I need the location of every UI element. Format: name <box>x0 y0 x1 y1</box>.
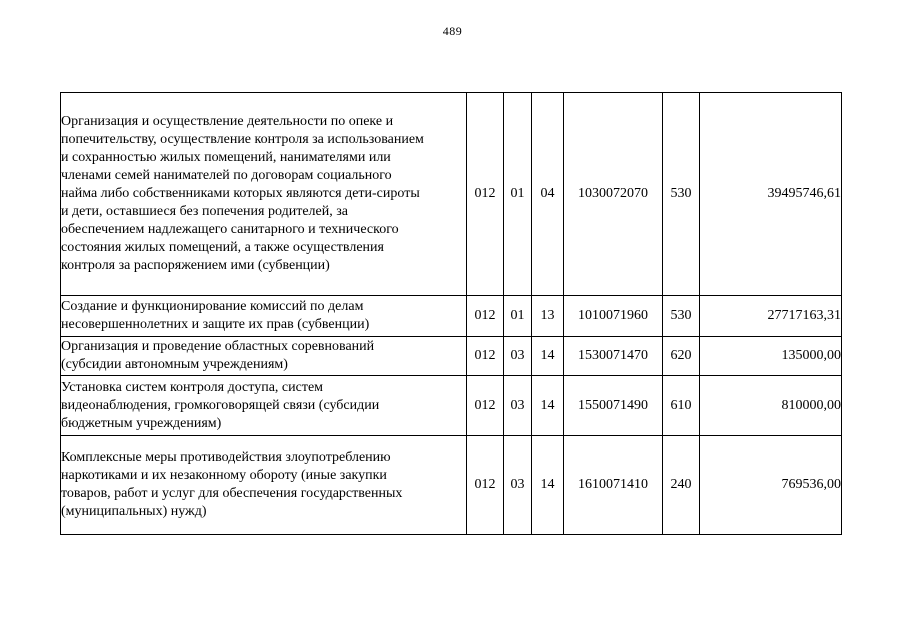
section-code: 01 <box>504 296 532 337</box>
table-row <box>61 337 842 376</box>
expense-type-code: 530 <box>663 296 700 337</box>
section-code: 01 <box>504 93 532 296</box>
ministry-code: 012 <box>467 436 504 535</box>
row-description: Организация и проведение областных соревнований (субсидии автономным учреждениям) <box>61 337 467 376</box>
section-code: 03 <box>504 376 532 436</box>
expense-type-code: 610 <box>663 376 700 436</box>
row-description: Организация и осуществление деятельности по опеке и попечительству, осуществление контроля за использованием и сохранностью жилых помещений, нанимателями или членами семей нанимателей по договорам социального найма либо собственниками которых являются дети-сироты и дети, оставшиеся без попечения родителей, за обеспечением надлежащего санитарного и технического состояния жилых помещений, а также осуществления контроля за распоряжением ими (субвенции) <box>61 93 467 296</box>
budget-table <box>60 92 842 535</box>
subsection-code: 04 <box>532 93 564 296</box>
target-article-code: 1610071410 <box>564 436 663 535</box>
row-description: Установка систем контроля доступа, систем видеонаблюдения, громкоговорящей связи (субсидии бюджетным учреждениям) <box>61 376 467 436</box>
target-article-code: 1030072070 <box>564 93 663 296</box>
ministry-code: 012 <box>467 376 504 436</box>
ministry-code: 012 <box>467 93 504 296</box>
row-description: Комплексные меры противодействия злоупотреблению наркотиками и их незаконному обороту (иные закупки товаров, работ и услуг для обеспечения государственных (муниципальных) нужд) <box>61 436 467 535</box>
table-row <box>61 376 842 436</box>
amount: 810000,00 <box>700 376 842 436</box>
subsection-code: 14 <box>532 436 564 535</box>
expense-type-code: 240 <box>663 436 700 535</box>
section-code: 03 <box>504 436 532 535</box>
table-row <box>61 436 842 535</box>
page-number: 489 <box>442 24 463 38</box>
target-article-code: 1010071960 <box>564 296 663 337</box>
expense-type-code: 620 <box>663 337 700 376</box>
target-article-code: 1550071490 <box>564 376 663 436</box>
section-code: 03 <box>504 337 532 376</box>
row-description: Создание и функционирование комиссий по делам несовершеннолетних и защите их прав (субвенции) <box>61 296 467 337</box>
target-article-code: 1530071470 <box>564 337 663 376</box>
subsection-code: 13 <box>532 296 564 337</box>
amount: 39495746,61 <box>700 93 842 296</box>
subsection-code: 14 <box>532 337 564 376</box>
amount: 135000,00 <box>700 337 842 376</box>
subsection-code: 14 <box>532 376 564 436</box>
ministry-code: 012 <box>467 337 504 376</box>
amount: 769536,00 <box>700 436 842 535</box>
expense-type-code: 530 <box>663 93 700 296</box>
ministry-code: 012 <box>467 296 504 337</box>
table-row <box>61 93 842 296</box>
amount: 27717163,31 <box>700 296 842 337</box>
table-row <box>61 296 842 337</box>
